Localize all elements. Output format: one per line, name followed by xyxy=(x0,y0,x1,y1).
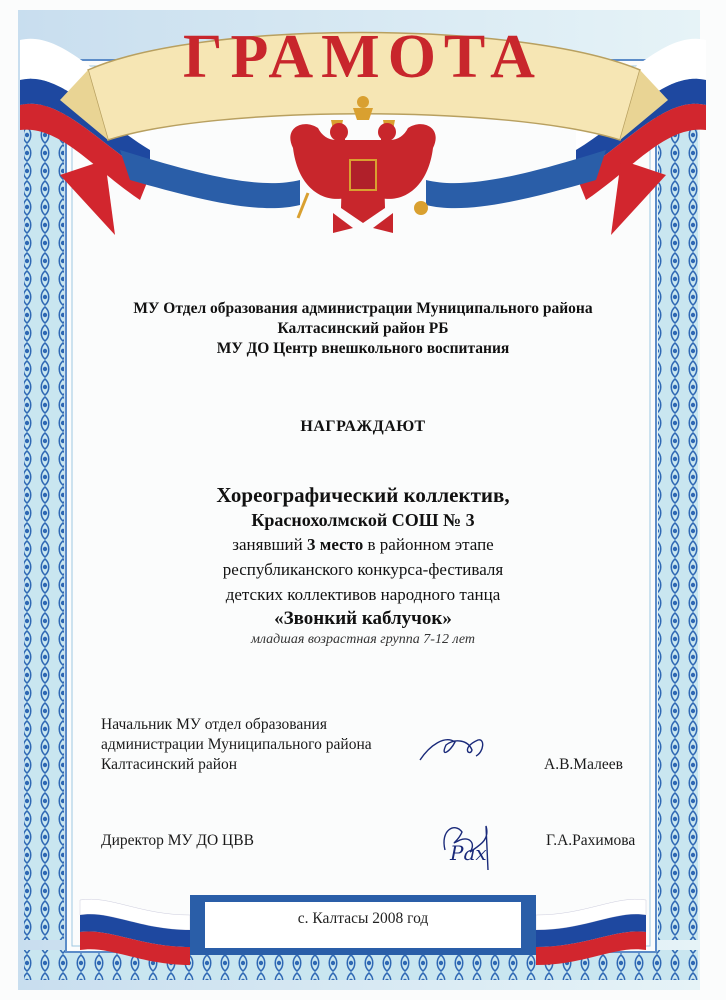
issuer-line-2: Калтасинский район РБ xyxy=(277,320,449,337)
signatory-1-position-line-1: Начальник МУ отдел образования xyxy=(101,716,327,733)
place-date: с. Калтасы 2008 год xyxy=(297,910,429,927)
signatory-2-name: Г.А.Рахимова xyxy=(546,832,636,849)
achievement-placed-line xyxy=(0,535,726,555)
achievement-line-2: республиканского конкурса-фестиваля xyxy=(222,560,504,579)
placed-suffix: в районном этапе xyxy=(363,535,494,554)
festival-name: «Звонкий каблучок» xyxy=(274,608,452,629)
signatory-1-position-line-2: администрации Муниципального района xyxy=(101,736,372,753)
achievement-line-3: детских коллективов народного танца xyxy=(225,585,501,604)
signatory-1-position-line-3: Калтасинский район xyxy=(101,756,238,773)
issuer-line-3: МУ ДО Центр внешкольного воспитания xyxy=(216,340,510,357)
issuer-line-1: МУ Отдел образования администрации Муниципального района xyxy=(133,300,593,317)
age-group: младшая возрастная группа 7-12 лет xyxy=(250,632,476,647)
placed-place: 3 место xyxy=(307,535,364,554)
awards-heading: НАГРАЖДАЮТ xyxy=(300,418,426,435)
placed-prefix: занявший xyxy=(232,535,308,554)
signatory-1-name: А.В.Малеев xyxy=(544,756,623,773)
recipient-school: Краснохолмской СОШ № 3 xyxy=(251,510,475,530)
recipient-name: Хореографический коллектив, xyxy=(216,483,510,507)
signatory-2-position: Директор МУ ДО ЦВВ xyxy=(101,832,254,849)
certificate-title: ГРАМОТА xyxy=(183,23,543,91)
signature-rakhimova-text: Рах xyxy=(450,841,487,865)
